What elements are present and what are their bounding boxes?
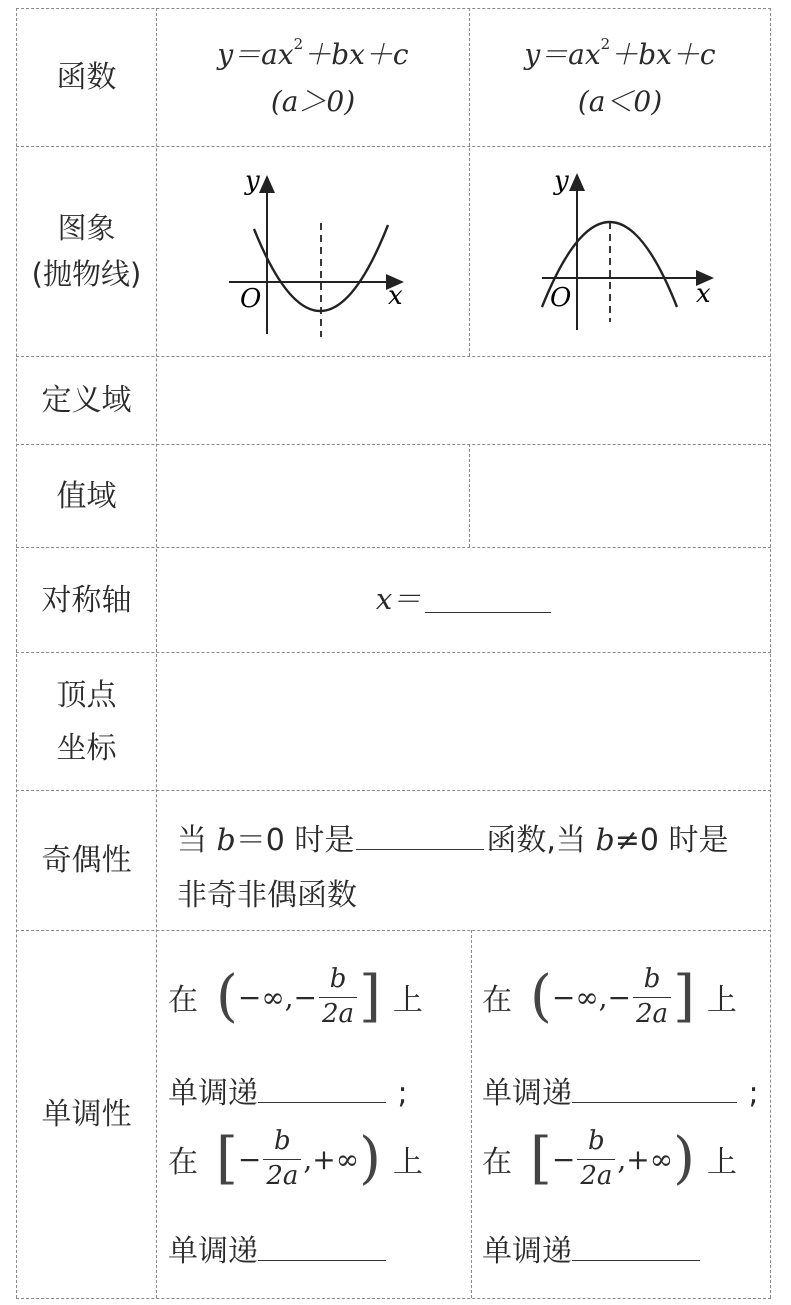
domain-answer-cell[interactable] [157, 357, 770, 444]
border-bottom [16, 1298, 771, 1299]
parabola-upward-graph [157, 147, 469, 356]
parity-cond2: ≠0 时是 [614, 823, 729, 858]
header-vertex-line2: 坐标 [56, 730, 117, 766]
bracket-left: [ [530, 1126, 552, 1192]
x-axis-label: x [696, 279, 711, 309]
mono-zai: 在 [482, 983, 512, 1019]
interval-inner: −∞,− [237, 980, 318, 1014]
interval-inner: ,+∞ [617, 1142, 674, 1176]
parity-line2: 非奇非偶函数 [177, 878, 357, 913]
mono-shang: 上 [706, 983, 737, 1019]
x-axis-label: x [388, 281, 403, 311]
fraction-b-over-2a: $\frac{b}{2a}$ [319, 965, 357, 1030]
bracket-right: ] [673, 964, 695, 1030]
interval-inner: − [551, 1142, 576, 1176]
parity-b-var-2: b [595, 823, 615, 858]
bracket-right: ) [359, 1126, 381, 1192]
axis-answer [157, 548, 770, 652]
parity-prefix: 当 [177, 823, 207, 858]
mono-zai: 在 [482, 1145, 512, 1181]
header-monotonic-label: 单调性 [41, 1097, 132, 1132]
mono-a-pos-interval2 [168, 1127, 423, 1192]
axis-equation: x＝ [375, 582, 422, 617]
mono-a-pos-desc2 [168, 1226, 386, 1270]
mono-zai: 在 [168, 1145, 198, 1181]
function-a-positive [157, 9, 469, 146]
parity-blank[interactable] [356, 848, 484, 850]
parity-cond1: ＝0 时是 [235, 823, 355, 858]
function-expression: $y=ax^2+bx+c$ [524, 35, 716, 72]
mono-blank[interactable] [258, 1259, 386, 1261]
mono-semicolon: ; [748, 1076, 759, 1111]
column-divider-2c [471, 930, 472, 1298]
mono-shang: 上 [706, 1145, 737, 1181]
bracket-right: ) [673, 1126, 695, 1192]
range-answer-a-negative[interactable] [470, 445, 770, 547]
header-range-label: 值域 [56, 478, 117, 514]
range-answer-a-positive[interactable] [157, 445, 469, 547]
mono-a-pos-desc1 [168, 1068, 408, 1112]
y-axis-label: y [554, 166, 569, 196]
mono-blank[interactable] [572, 1259, 700, 1261]
mono-desc: 单调递 [168, 1234, 258, 1269]
fraction-b-over-2a: $\frac{b}{2a}$ [633, 965, 671, 1030]
parabola-downward-graph [470, 147, 770, 356]
mono-blank[interactable] [258, 1101, 386, 1103]
border-right [770, 8, 771, 1298]
fraction-b-over-2a: $\frac{b}{2a}$ [577, 1127, 615, 1192]
condition-a-negative: (a＜0) [577, 84, 663, 118]
mono-a-neg-desc1 [482, 1068, 759, 1112]
mono-shang: 上 [392, 1145, 423, 1181]
parity-b-var: b [216, 823, 236, 858]
parity-line1 [177, 815, 728, 859]
interval-inner: ,+∞ [303, 1142, 360, 1176]
function-a-negative [470, 9, 770, 146]
interval-inner: −∞,− [551, 980, 632, 1014]
mono-a-neg-interval2 [482, 1127, 737, 1192]
mono-a-neg-interval1 [482, 965, 737, 1030]
bracket-left: [ [216, 1126, 238, 1192]
header-axis [17, 548, 156, 652]
origin-label: O [550, 283, 572, 313]
bracket-left: ( [216, 964, 238, 1030]
header-parity [17, 791, 156, 930]
interval-inner: − [237, 1142, 262, 1176]
header-vertex-line1: 顶点 [56, 677, 117, 713]
y-axis-label: y [245, 166, 260, 196]
header-vertex [17, 653, 156, 790]
mono-zai: 在 [168, 983, 198, 1019]
bracket-left: ( [530, 964, 552, 1030]
header-function [17, 9, 156, 146]
header-domain-label: 定义域 [41, 383, 132, 418]
header-parity-label: 奇偶性 [41, 843, 132, 878]
fraction-b-over-2a: $\frac{b}{2a}$ [263, 1127, 301, 1192]
mono-desc: 单调递 [168, 1076, 258, 1111]
mono-desc: 单调递 [482, 1234, 572, 1269]
mono-desc: 单调递 [482, 1076, 572, 1111]
condition-a-positive: (a＞0) [270, 84, 356, 118]
header-graph [17, 147, 156, 356]
vertex-answer-cell[interactable] [157, 653, 770, 790]
header-domain [17, 357, 156, 444]
mono-a-neg-desc2 [482, 1226, 700, 1270]
axis-blank[interactable] [425, 611, 551, 613]
function-expression: $y=ax^2+bx+c$ [217, 35, 409, 72]
header-graph-line2: (抛物线) [31, 256, 142, 291]
header-graph-line1: 图象 [57, 210, 116, 245]
mono-semicolon: ; [397, 1076, 408, 1111]
header-range [17, 445, 156, 547]
header-monotonic [17, 931, 156, 1298]
bracket-right: ] [359, 964, 381, 1030]
parity-mid: 函数,当 [486, 823, 586, 858]
mono-a-pos-interval1 [168, 965, 423, 1030]
header-function-label: 函数 [56, 60, 117, 95]
origin-label: O [240, 284, 262, 314]
mono-shang: 上 [392, 983, 423, 1019]
mono-blank[interactable] [572, 1101, 737, 1103]
header-axis-label: 对称轴 [41, 582, 132, 618]
